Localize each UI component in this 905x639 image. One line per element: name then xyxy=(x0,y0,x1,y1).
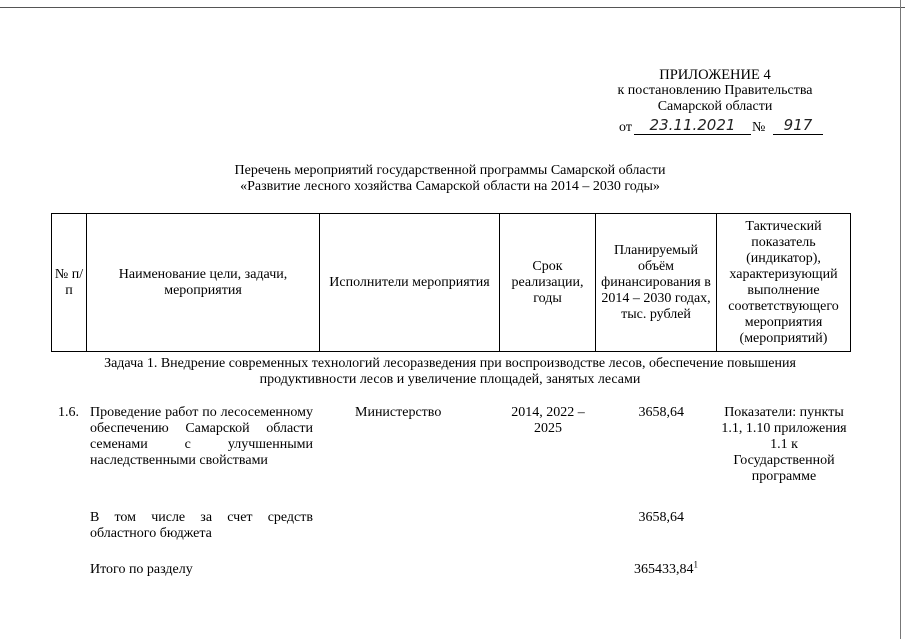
budget-row-amount: 3658,64 xyxy=(638,510,684,525)
total-amount-value: 365433,84 xyxy=(634,562,694,577)
row-indicator: Показатели: пункты 1.1, 1.10 приложения 1.1 к Государственной программе xyxy=(721,405,847,484)
appendix-title: ПРИЛОЖЕНИЕ 4 xyxy=(659,67,771,83)
row-amount: 3658,64 xyxy=(638,405,684,420)
task-title: Задача 1. Внедрение современных технологий лесоразведения при воспроизводстве лесов, обеспечение повышения продуктивности лесов и увеличение площадей, занятых лесами xyxy=(104,356,796,387)
handwritten-number: 917 xyxy=(773,117,823,135)
appendix-line-2: Самарской области xyxy=(657,99,773,114)
total-amount-footnote: 1 xyxy=(693,559,698,570)
header-period: Срок реализации, годы xyxy=(500,214,596,352)
header-funding: Планируемый объём финансирования в 2014 – 2030 годах, тыс. рублей xyxy=(596,214,717,352)
header-name: Наименование цели, задачи, мероприятия xyxy=(87,214,320,352)
appendix-line-1: к постановлению Правительства xyxy=(617,83,813,98)
document-title xyxy=(140,163,760,195)
scan-edge-top xyxy=(0,7,905,8)
total-row-amount xyxy=(600,559,698,578)
total-row-name: Итого по разделу xyxy=(90,562,193,577)
scan-edge-right xyxy=(900,0,901,639)
decree-reference xyxy=(605,117,835,137)
row-name: Проведение работ по лесосеменному обеспечению Самарской области семенами с улучшенными наследственными свойствами xyxy=(90,405,313,468)
from-label: от xyxy=(619,120,632,135)
document-title-line-1: Перечень мероприятий государственной программы Самарской области xyxy=(234,163,666,178)
document-title-line-2: «Развитие лесного хозяйства Самарской области на 2014 – 2030 годы» xyxy=(240,179,660,194)
header-indicator: Тактический показатель (индикатор), характеризующий выполнение соответствующего мероприятия (мероприятий) xyxy=(717,214,851,352)
row-number: 1.6. xyxy=(58,405,79,420)
header-number: № п/п xyxy=(52,214,87,352)
handwritten-date: 23.11.2021 xyxy=(634,117,751,135)
row-period: 2014, 2022 – 2025 xyxy=(511,405,585,436)
appendix-block xyxy=(600,67,830,115)
table-header xyxy=(51,213,851,352)
row-executor: Министерство xyxy=(355,405,442,420)
budget-row-name: В том числе за счет средств областного бюджета xyxy=(90,510,313,541)
header-executors: Исполнители мероприятия xyxy=(320,214,500,352)
number-label: № xyxy=(752,120,766,135)
